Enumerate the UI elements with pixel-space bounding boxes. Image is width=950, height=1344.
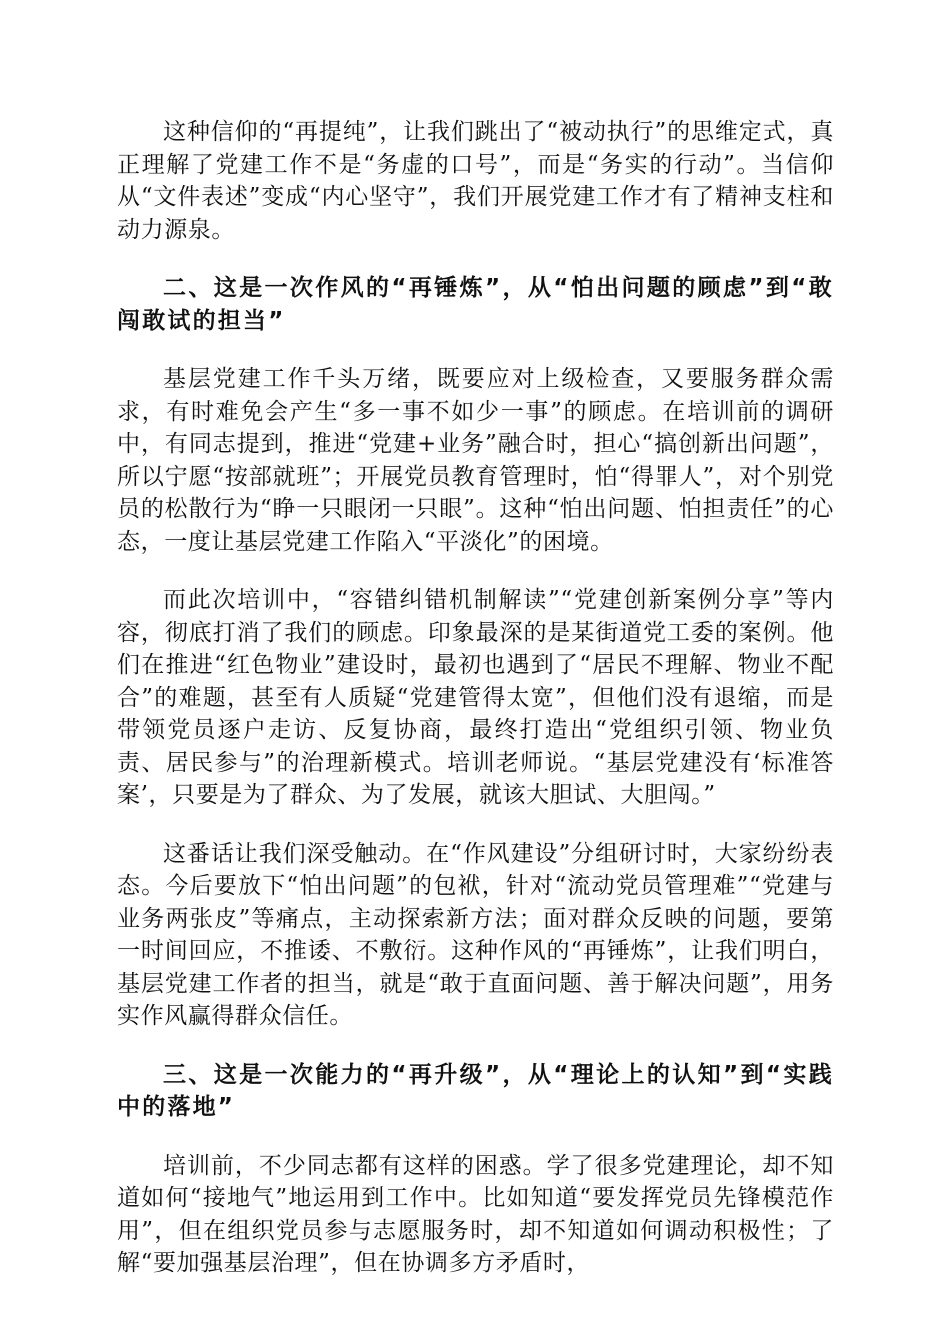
document-body [117,116,834,1306]
paragraph-ability-upgrade: 培训前，不少同志都有这样的困惑。学了很多党建理论，却不知道如何“接地气”地运用到工作中。比如知道“要发挥党员先锋模范作用”，但在组织党员参与志愿服务时，却不知道如何调动积极性；了解“要加强基层治理”，但在协调多方矛盾时， [117,1152,834,1276]
section-heading-2: 二、这是一次作风的“再锤炼”，从“怕出问题的顾虑”到“敢闯敢试的担当” [117,275,834,334]
paragraph-faith-repurification: 这种信仰的“再提纯”，让我们跳出了“被动执行”的思维定式，真正理解了党建工作不是“务虚的口号”，而是“务实的行动”。当信仰从“文件表述”变成“内心坚守”，我们开展党建工作才有了精神支柱和动力源泉。 [117,119,834,243]
paragraph-style-tempering: 这番话让我们深受触动。在“作风建设”分组研讨时，大家纷纷表态。今后要放下“怕出问题”的包袱，针对“流动党员管理难”“党建与业务两张皮”等痛点，主动探索新方法；面对群众反映的问题，要第一时间回应，不推诿、不敷衍。这种作风的“再锤炼”，让我们明白，基层党建工作者的担当，就是“敢于直面问题、善于解决问题”，用务实作风赢得群众信任。 [117,840,834,1029]
paragraph-training-case: 而此次培训中，“容错纠错机制解读”“党建创新案例分享”等内容，彻底打消了我们的顾虑。印象最深的是某街道党工委的案例。他们在推进“红色物业”建设时，最初也遇到了“居民不理解、物业不配合”的难题，甚至有人质疑“党建管得太宽”，但他们没有退缩，而是带领党员逐户走访、反复协商，最终打造出“党组织引领、物业负责、居民参与”的治理新模式。培训老师说。“基层党建没有‘标准答案’，只要是为了群众、为了发展，就该大胆试、大胆闯。” [117,587,834,808]
section-heading-3: 三、这是一次能力的“再升级”，从“理论上的认知”到“实践中的落地” [117,1061,834,1120]
paragraph-grassroots-concerns: 基层党建工作千头万绪，既要应对上级检查，又要服务群众需求，有时难免会产生“多一事不如少一事”的顾虑。在培训前的调研中，有同志提到，推进“党建+业务”融合时，担心“搞创新出问题”，所以宁愿“按部就班”；开展党员教育管理时，怕“得罪人”，对个别党员的松散行为“睁一只眼闭一只眼”。这种“怕出问题、怕担责任”的心态，一度让基层党建工作陷入“平淡化”的困境。 [117,366,834,555]
